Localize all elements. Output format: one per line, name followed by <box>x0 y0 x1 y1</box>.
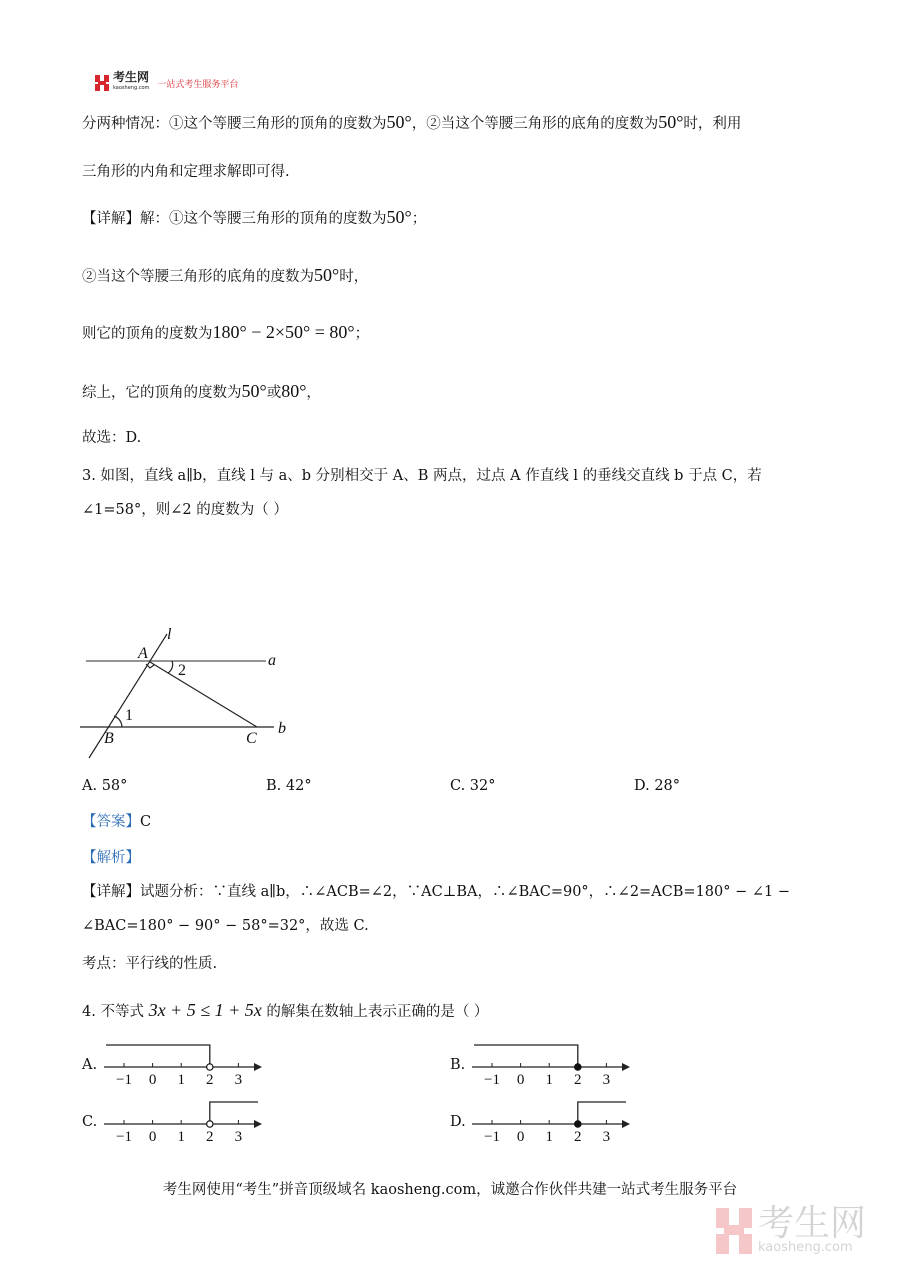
label-1: 1 <box>125 707 133 724</box>
tick-label: −1 <box>116 1129 132 1145</box>
text-segment: 综上，它的顶角的度数为 <box>82 385 242 401</box>
tick-label: 0 <box>148 1072 157 1088</box>
tick-label: 3 <box>602 1129 611 1145</box>
tick-label: 2 <box>206 1129 214 1145</box>
solution-ray <box>210 1102 258 1124</box>
option-label: B. <box>450 1057 466 1073</box>
text-segment: 180° − 2×50° = 80° <box>212 322 355 342</box>
q3-option-c: C. 32° <box>450 778 496 794</box>
text-segment: ②当这个等腰三角形的底角的度数为 <box>82 269 314 285</box>
text-segment: 4. 不等式 <box>82 1004 144 1020</box>
label-B: B <box>104 730 114 747</box>
answer-tag: 【答案】 <box>82 814 140 830</box>
tick-label: 3 <box>234 1072 243 1088</box>
text-segment: 50° <box>386 207 412 227</box>
logo-text: 考生网 <box>113 70 150 84</box>
arrow-icon <box>254 1120 262 1128</box>
text-segment: 50° <box>241 381 267 401</box>
number-line <box>450 1040 640 1090</box>
answer-value: C <box>140 814 152 830</box>
closed-point <box>575 1064 581 1070</box>
label-C: C <box>246 730 257 747</box>
text-segment: ， <box>306 385 321 401</box>
text-line: 三角形的内角和定理求解即可得. <box>82 164 290 180</box>
header-slogan: 一站式考生服务平台 <box>157 79 239 90</box>
text-segment: 50° <box>386 112 412 132</box>
solution-ray <box>578 1102 626 1124</box>
angle-1-arc <box>114 716 122 727</box>
arrow-icon <box>622 1063 630 1071</box>
tick-label: 0 <box>148 1129 157 1145</box>
number-line <box>450 1097 640 1147</box>
q4-stem <box>82 1000 488 1022</box>
text-segment: ，②当这个等腰三角形的底角的度数为 <box>411 116 659 132</box>
arrow-icon <box>622 1120 630 1128</box>
text-segment: 时，利用 <box>683 116 742 132</box>
q4-option-c <box>82 1097 272 1147</box>
solution-ray <box>106 1045 210 1067</box>
segment-ac <box>150 662 257 727</box>
q3-stem: 3. 如图，直线 a∥b，直线 l 与 a、b 分别相交于 A、B 两点，过点 A 作直线 l 的垂线交直线 b 于点 C，若 <box>82 468 762 484</box>
tick-label: 1 <box>545 1129 553 1145</box>
option-label: A. <box>82 1057 98 1073</box>
q3-option-d: D. 28° <box>634 778 681 794</box>
number-line <box>82 1040 272 1090</box>
text-segment: 50° <box>314 265 340 285</box>
analysis-tag: 【解析】 <box>82 850 140 866</box>
text-segment: 则它的顶角的度数为 <box>82 326 213 342</box>
q3-option-a: A. 58° <box>82 778 128 794</box>
watermark <box>716 1203 867 1255</box>
solution-ray <box>474 1045 578 1067</box>
q3-stem: ∠1=58°，则∠2 的度数为（ ） <box>82 502 288 518</box>
angle-2-arc <box>168 661 173 673</box>
tick-label: 3 <box>602 1072 611 1088</box>
q4-option-d <box>450 1097 640 1147</box>
q4-option-a <box>82 1040 272 1090</box>
tick-label: 2 <box>574 1129 582 1145</box>
text-segment: 或 <box>266 385 282 401</box>
kaodian-line: 考点：平行线的性质. <box>82 956 218 972</box>
line-l <box>89 634 167 758</box>
label-a: a <box>268 652 276 669</box>
tick-label: 1 <box>177 1072 185 1088</box>
text-line: 故选：D. <box>82 430 142 446</box>
tick-label: 3 <box>234 1129 243 1145</box>
watermark-sub: kaosheng.com <box>758 1240 853 1255</box>
footer-text: 考生网使用“考生”拼音顶级域名 kaosheng.com，诚邀合作伙伴共建一站式考生服务平台 <box>162 1182 738 1198</box>
open-point <box>207 1121 213 1127</box>
tick-label: 0 <box>516 1129 525 1145</box>
text-segment: 3x + 5 ≤ 1 + 5x <box>148 1000 262 1020</box>
watermark-logo-icon <box>716 1208 752 1254</box>
label-A: A <box>138 645 148 662</box>
text-segment: 80° <box>281 381 307 401</box>
tick-label: 1 <box>177 1129 185 1145</box>
detail-line: 【详解】试题分析：∵直线 a∥b，∴∠ACB=∠2，∵AC⊥BA，∴∠BAC=90°，∴∠2=ACB=180° − ∠1 − <box>82 884 790 900</box>
watermark-text: 考生网 <box>758 1203 867 1244</box>
text-segment: 时， <box>339 269 369 285</box>
tick-label: −1 <box>116 1072 132 1088</box>
tick-label: 2 <box>206 1072 214 1088</box>
option-label: D. <box>450 1114 466 1130</box>
text-segment: 【详解】解：①这个等腰三角形的顶角的度数为 <box>82 211 387 227</box>
tick-label: 2 <box>574 1072 582 1088</box>
answer-line <box>82 812 151 832</box>
right-angle-mark <box>146 664 154 668</box>
tick-label: −1 <box>484 1129 500 1145</box>
text-segment: ； <box>354 326 370 342</box>
detail-line: ∠BAC=180° − 90° − 58°=32°，故选 C. <box>82 918 369 934</box>
label-l: l <box>167 626 172 643</box>
text-segment: 50° <box>658 112 684 132</box>
option-label: C. <box>82 1114 98 1130</box>
open-point <box>207 1064 213 1070</box>
tick-label: 1 <box>545 1072 553 1088</box>
closed-point <box>575 1121 581 1127</box>
tick-label: 0 <box>516 1072 525 1088</box>
arrow-icon <box>254 1063 262 1071</box>
tick-label: −1 <box>484 1072 500 1088</box>
q3-option-b: B. 42° <box>266 778 312 794</box>
logo-sub: kaosheng.com <box>113 85 150 91</box>
label-b: b <box>278 720 286 737</box>
q4-option-b <box>450 1040 640 1090</box>
text-segment: 分两种情况：①这个等腰三角形的顶角的度数为 <box>82 116 387 132</box>
label-2: 2 <box>178 662 186 679</box>
number-line <box>82 1097 272 1147</box>
text-segment: ； <box>411 211 427 227</box>
text-segment: 的解集在数轴上表示正确的是（ ） <box>266 1004 489 1020</box>
